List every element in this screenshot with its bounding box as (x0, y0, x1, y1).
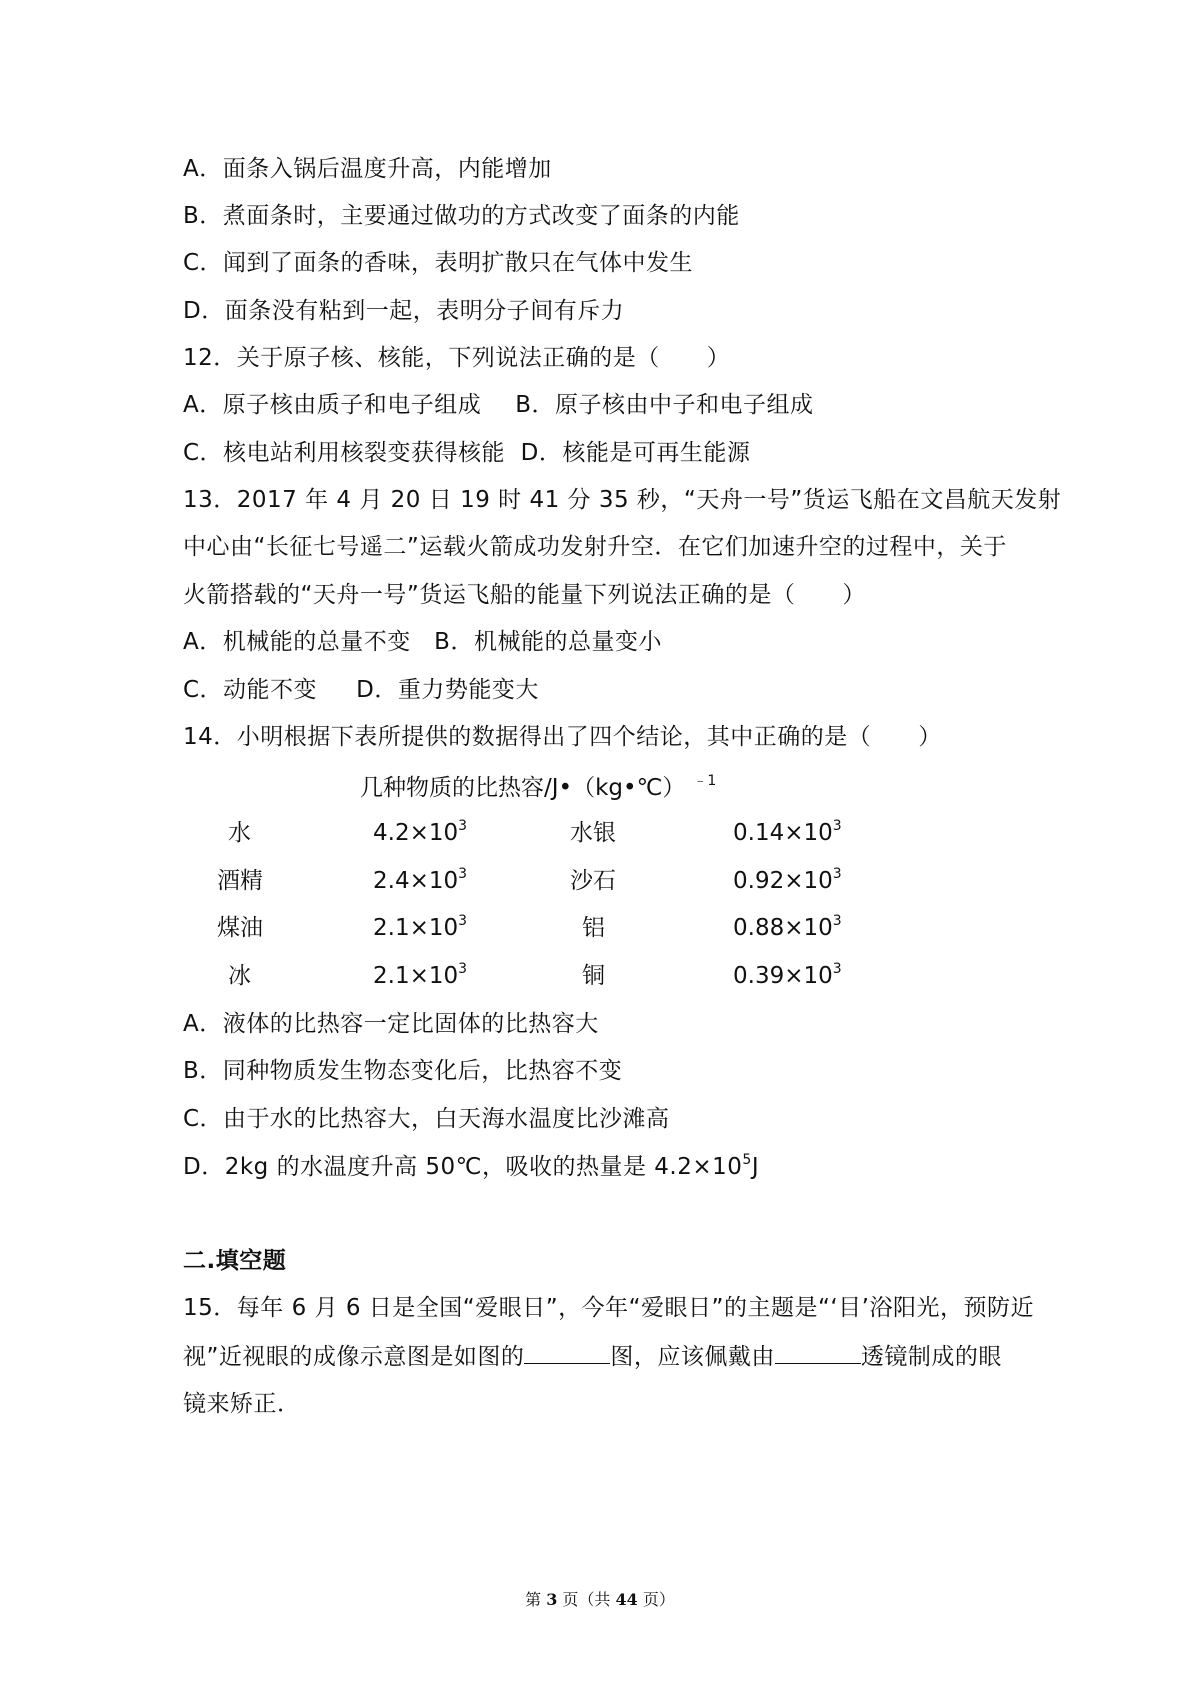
question-12: 12．关于原子核、核能，下列说法正确的是（ ） (183, 345, 731, 371)
table-title: 几种物质的比热容/J•（kg•℃） $^{﹣1}$ (360, 773, 717, 801)
option-11-b: B．煮面条时，主要通过做功的方式改变了面条的内能 (183, 203, 740, 229)
table-cell-value: $0.88\times 10^3$ (733, 913, 842, 941)
question-12-options-ab (183, 390, 814, 420)
option-11-a: A．面条入锅后温度升高，内能增加 (183, 156, 552, 182)
table-cell-name: 铜 (582, 963, 605, 989)
current-page-number: 3 (546, 1590, 558, 1609)
option-11-c: C．闻到了面条的香味，表明扩散只在气体中发生 (183, 250, 694, 276)
question-15-line-2: 视”近视眼的成像示意图是如图的 图，应该佩戴由 透镜制成的眼 (183, 1341, 1002, 1372)
table-cell-name: 煤油 (217, 915, 263, 941)
table-cell-value: $2.4\times 10^3$ (373, 866, 468, 894)
table-cell-name: 酒精 (217, 868, 263, 894)
question-15-line-1: 15．每年 6 月 6 日是全国“爱眼日”，今年“爱眼日”的主题是“‘目’浴阳光，预防近 (183, 1295, 1034, 1321)
table-cell-name: 铝 (582, 915, 605, 941)
question-12-options-cd: C．核电站利用核裂变获得核能 D．核能是可再生能源 (183, 440, 751, 466)
option-14-a: A．液体的比热容一定比固体的比热容大 (183, 1011, 599, 1037)
question-13-options-cd: C．动能不变 D．重力势能变大 (183, 677, 539, 703)
table-cell-name: 水 (228, 820, 251, 846)
answer-blank[interactable] (524, 1341, 610, 1364)
table-title-exponent: ﹣1 (693, 773, 717, 789)
answer-blank[interactable] (775, 1341, 861, 1364)
option-14-c: C．由于水的比热容大，白天海水温度比沙滩高 (183, 1106, 670, 1132)
table-cell-name: 沙石 (570, 868, 616, 894)
page-footer: 第 3 页（共 44 页） (525, 1590, 675, 1609)
table-cell-value: $0.39\times 10^3$ (733, 961, 842, 989)
option-14-b: B．同种物质发生物态变化后，比热容不变 (183, 1058, 623, 1084)
table-cell-value: $0.92\times 10^3$ (733, 866, 842, 894)
question-15-line-3: 镜来矫正． (183, 1391, 301, 1417)
table-cell-name: 冰 (228, 963, 251, 989)
table-cell-value: $2.1\times 10^3$ (373, 961, 468, 989)
option-11-d: D．面条没有粘到一起，表明分子间有斥力 (183, 298, 625, 324)
section-heading: 二.填空题 (183, 1248, 287, 1274)
question-13-line-1: 13．2017 年 4 月 20 日 19 时 41 分 35 秒，“天舟一号”货运飞船在文昌航天发射 (183, 487, 1062, 513)
table-cell-name: 水银 (570, 820, 616, 846)
question-14: 14．小明根据下表所提供的数据得出了四个结论，其中正确的是（ ） (183, 724, 942, 750)
question-13-line-3: 火箭搭载的“天舟一号”货运飞船的能量下列说法正确的是（ ） (183, 582, 866, 608)
option-12-b: B．原子核由中子和电子组成 (515, 392, 814, 418)
table-cell-value: $0.14\times 10^3$ (733, 818, 842, 846)
option-14-d: D．2kg 的水温度升高 50℃，吸收的热量是 $4.2\times 10^5J$ (183, 1152, 760, 1180)
total-pages: 44 (615, 1590, 638, 1609)
table-cell-value: $4.2\times 10^3$ (373, 818, 468, 846)
question-13-line-2: 中心由“长征七号遥二”运载火箭成功发射升空．在它们加速升空的过程中，关于 (183, 534, 1007, 560)
table-cell-value: $2.1\times 10^3$ (373, 913, 468, 941)
option-12-a: A．原子核由质子和电子组成 (183, 392, 482, 418)
question-13-options-ab: A．机械能的总量不变 B．机械能的总量变小 (183, 629, 662, 655)
